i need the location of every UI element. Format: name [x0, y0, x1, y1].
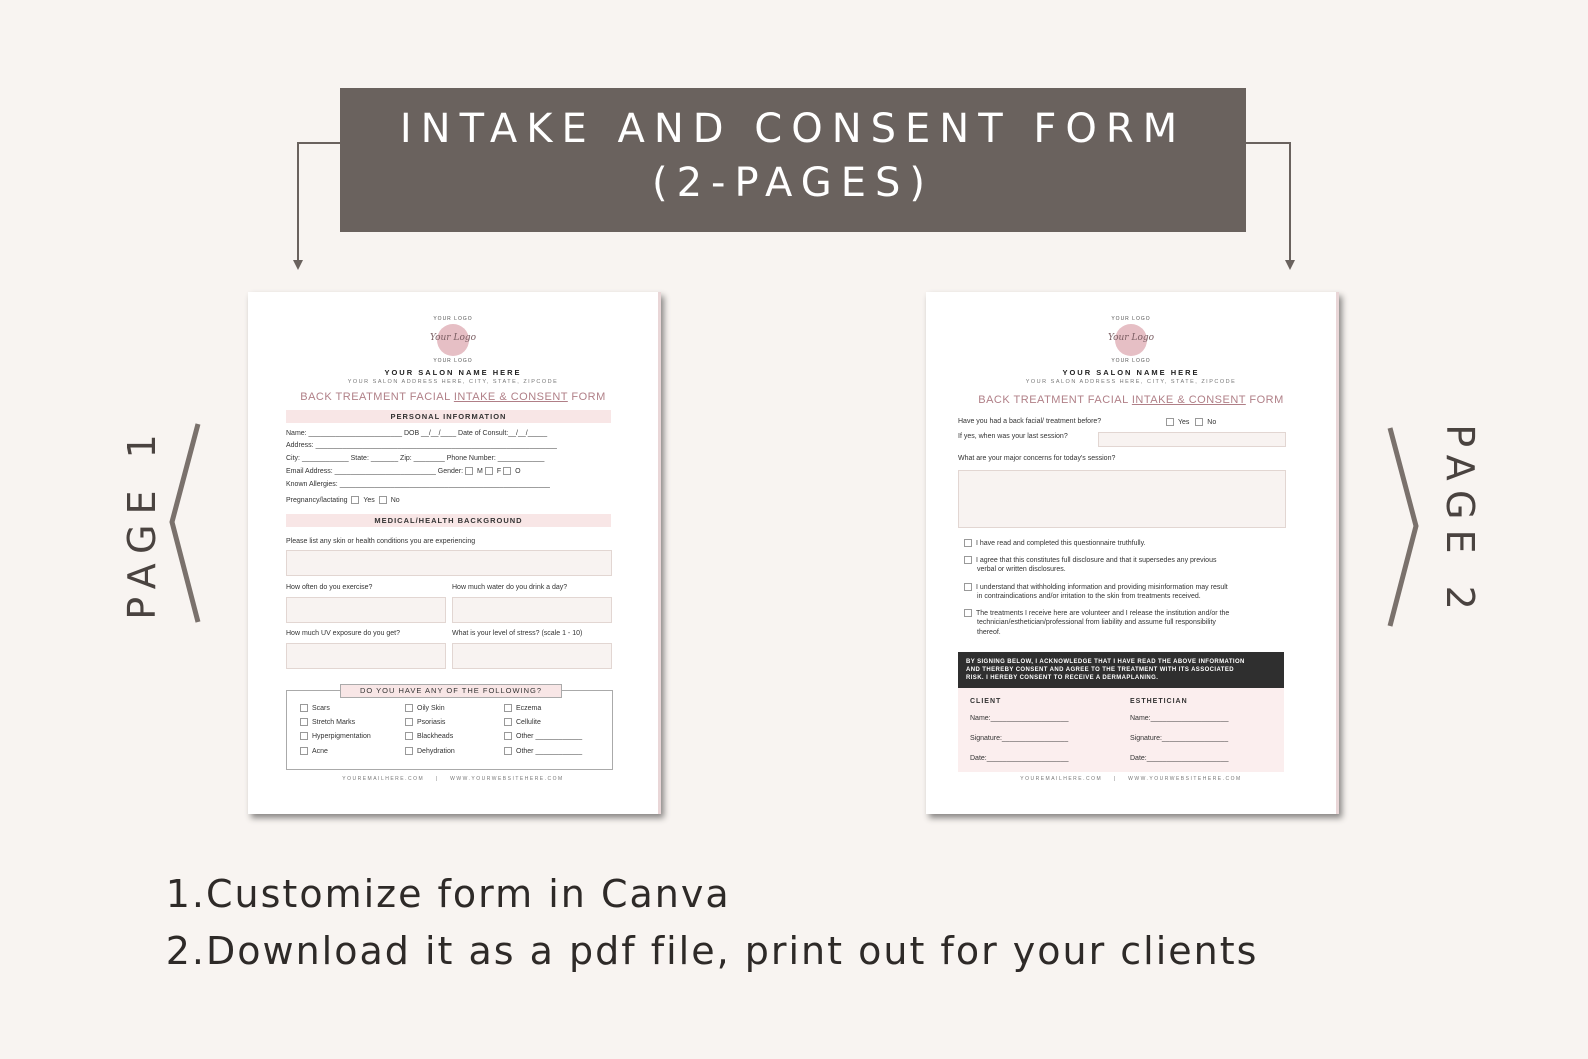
- email-field[interactable]: Email Address: __________________________ Gender: M F O: [286, 467, 521, 475]
- consent-check-3-cont: in contraindications and/or irritation to the skin from treatments received.: [977, 593, 1201, 600]
- banner-title-line1: INTAKE AND CONSENT FORM: [399, 106, 1187, 152]
- checklist-item[interactable]: Oily Skin: [405, 704, 445, 712]
- checklist-item[interactable]: Acne: [300, 747, 328, 755]
- city-field[interactable]: City: ____________ State: _______ Zip: ________ Phone Number: ____________: [286, 455, 545, 462]
- medical-header: MEDICAL/HEALTH BACKGROUND: [286, 514, 611, 527]
- esthetician-heading: ESTHETICIAN: [1130, 698, 1188, 705]
- logo-text-bottom: YOUR LOGO: [433, 358, 473, 364]
- form-title: BACK TREATMENT FACIAL INTAKE & CONSENT FORM: [300, 391, 606, 403]
- form-page-2: [926, 292, 1339, 814]
- form-page-1: [248, 292, 661, 814]
- esthetician-name-field[interactable]: Name:____________________: [1130, 715, 1229, 722]
- consent-check-2-cont: verbal or written disclosures.: [977, 566, 1066, 573]
- arrow-left-line: [298, 143, 340, 266]
- conditions-question: Please list any skin or health conditions you are experiencing: [286, 538, 476, 545]
- checklist-item[interactable]: Psoriasis: [405, 718, 445, 726]
- consent-statement: BY SIGNING BELOW, I ACKNOWLEDGE THAT I HAVE READ THE ABOVE INFORMATION AND THEREBY CONSENT AND AGREE TO THE TREATMENT WITH ITS ASSOCIATED RISK. I HEREBY CONSENT TO RECEIVE A DERMAPLANING.: [958, 652, 1284, 688]
- consent-check-3[interactable]: I understand that withholding information and providing misinformation may result: [964, 583, 1228, 591]
- salon-address: YOUR SALON ADDRESS HERE, CITY, STATE, ZIPCODE: [347, 379, 559, 385]
- arrow-right-head: [1285, 260, 1295, 270]
- stress-input[interactable]: [452, 643, 612, 669]
- conditions-input[interactable]: [286, 550, 612, 576]
- exercise-question: How often do you exercise?: [286, 584, 373, 591]
- checklist-item[interactable]: Scars: [300, 704, 330, 712]
- arrow-right-line: [1246, 143, 1290, 266]
- page-2-label: PAGE 2: [1438, 424, 1482, 620]
- water-question: How much water do you drink a day?: [452, 584, 568, 591]
- checklist-item[interactable]: Hyperpigmentation: [300, 732, 371, 740]
- arrow-left-head: [293, 260, 303, 270]
- chevron-left-icon: [172, 424, 198, 622]
- title-banner: [340, 88, 1246, 232]
- prior-treatment-question: Have you had a back facial/ treatment before?: [958, 418, 1102, 425]
- logo-text-top: YOUR LOGO: [1111, 316, 1151, 322]
- page-footer: YOUREMAILHERE.COM | WWW.YOURWEBSITEHERE.COM: [342, 776, 564, 782]
- prior-treatment-options[interactable]: Yes No: [1166, 418, 1216, 426]
- checklist-item[interactable]: Cellulite: [504, 718, 541, 726]
- water-input[interactable]: [452, 597, 612, 623]
- client-date-field[interactable]: Date:_____________________: [970, 755, 1069, 762]
- logo-placeholder: [429, 316, 477, 364]
- name-field[interactable]: Name: ________________________ DOB __/__/____ Date of Consult:__/__/_____: [286, 430, 548, 437]
- consent-check-1[interactable]: I have read and completed this questionnaire truthfully.: [964, 539, 1146, 547]
- esthetician-date-field[interactable]: Date:_____________________: [1130, 755, 1229, 762]
- conditions-checklist: [286, 690, 613, 770]
- client-signature-field[interactable]: Signature:_________________: [970, 735, 1069, 742]
- consent-check-4-cont: technician/esthetician/professional from liability and assume full responsibility: [977, 619, 1216, 626]
- consent-check-2[interactable]: I agree that this constitutes full disclosure and that it supersedes any previous: [964, 556, 1216, 564]
- checklist-item[interactable]: Eczema: [504, 704, 541, 712]
- step-2: 2.Download it as a pdf file, print out for your clients: [165, 929, 1259, 973]
- checklist-item[interactable]: Dehydration: [405, 747, 455, 755]
- uv-question: How much UV exposure do you get?: [286, 630, 401, 637]
- logo-text-bottom: YOUR LOGO: [1111, 358, 1151, 364]
- uv-input[interactable]: [286, 643, 446, 669]
- checklist-item[interactable]: Other ____________: [504, 732, 582, 740]
- checklist-item[interactable]: Other ____________: [504, 747, 582, 755]
- logo-script: Your Logo: [429, 333, 477, 343]
- client-name-field[interactable]: Name:____________________: [970, 715, 1069, 722]
- stress-question: What is your level of stress? (scale 1 - 10): [452, 630, 583, 637]
- salon-name: YOUR SALON NAME HERE: [1062, 368, 1200, 377]
- checklist-item[interactable]: Blackheads: [405, 732, 453, 740]
- chevron-right-icon: [1390, 428, 1416, 626]
- form-title: BACK TREATMENT FACIAL INTAKE & CONSENT FORM: [978, 394, 1284, 406]
- consent-check-4[interactable]: The treatments I receive here are volunteer and I release the institution and/or the: [964, 609, 1229, 617]
- pregnancy-field[interactable]: Pregnancy/lactating Yes No: [286, 496, 400, 504]
- consent-check-4-cont2: thereof.: [977, 629, 1001, 636]
- logo-script: Your Logo: [1107, 333, 1155, 343]
- banner-title-line2: (2-PAGES): [652, 160, 934, 206]
- concerns-input[interactable]: [958, 470, 1286, 528]
- personal-info-header: PERSONAL INFORMATION: [286, 410, 611, 423]
- last-session-input[interactable]: [1098, 432, 1286, 447]
- step-1: 1.Customize form in Canva: [165, 872, 731, 916]
- signature-area: [958, 688, 1284, 772]
- checklist-item[interactable]: Stretch Marks: [300, 718, 355, 726]
- client-heading: CLIENT: [970, 698, 1002, 705]
- page-1-label: PAGE 1: [120, 424, 164, 620]
- esthetician-signature-field[interactable]: Signature:_________________: [1130, 735, 1229, 742]
- checklist-header: DO YOU HAVE ANY OF THE FOLLOWING?: [340, 684, 562, 698]
- logo-text-top: YOUR LOGO: [433, 316, 473, 322]
- concerns-question: What are your major concerns for today's session?: [958, 455, 1116, 462]
- page-footer: YOUREMAILHERE.COM | WWW.YOURWEBSITEHERE.COM: [1020, 776, 1242, 782]
- address-field[interactable]: Address: ______________________________________________________________: [286, 442, 557, 449]
- exercise-input[interactable]: [286, 597, 446, 623]
- last-session-question: If yes, when was your last session?: [958, 433, 1068, 440]
- allergies-field[interactable]: Known Allergies: ______________________________________________________: [286, 481, 550, 488]
- salon-name: YOUR SALON NAME HERE: [384, 368, 522, 377]
- salon-address: YOUR SALON ADDRESS HERE, CITY, STATE, ZIPCODE: [1025, 379, 1237, 385]
- logo-placeholder: [1107, 316, 1155, 364]
